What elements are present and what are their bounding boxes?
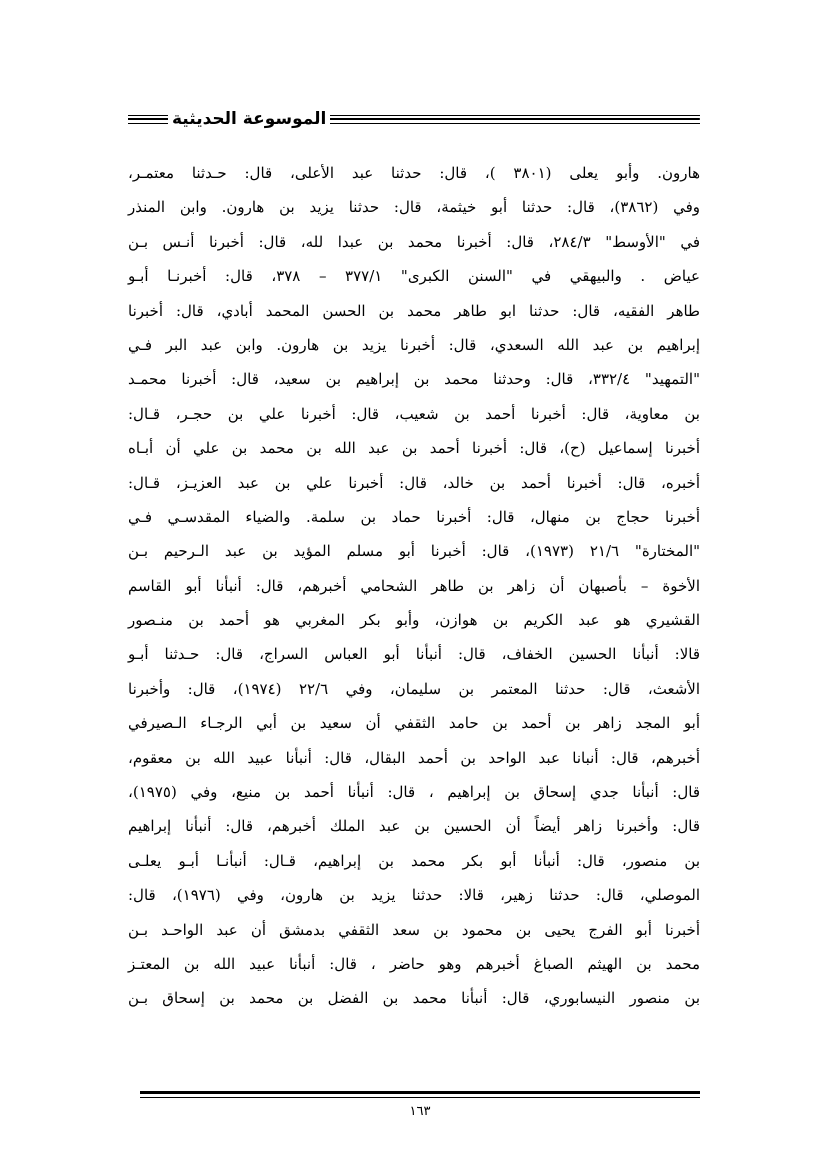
header-rule-right bbox=[330, 115, 700, 124]
text-line: قال: أنبأنا جدي إسحاق بن إبراهيم ، قال: أنبأنا أحمد بن منيع، وفي (١٩٧٥)، bbox=[128, 783, 700, 802]
text-line: أبو المجد زاهر بن أحمد بن حامد الثقفي أن سعيد بن أبي الرجـاء الـصيرفي bbox=[128, 714, 700, 733]
page-header bbox=[128, 104, 700, 134]
footer-rule-thin bbox=[140, 1097, 700, 1098]
text-line: أخبرنا حجاج بن منهال، قال: أخبرنا حماد بن سلمة. والضياء المقدسـي فـي bbox=[128, 507, 700, 526]
text-line: قال: وأخبرنا زاهر أيضاً أن الحسين بن عبد الملك أخبرهم، قال: أنبأنا إبراهيم bbox=[128, 817, 700, 836]
text-line: الأشعث، قال: حدثنا المعتمر بن سليمان، وفي ٢٢/٦ (١٩٧٤)، قال: وأخبرنا bbox=[128, 679, 701, 698]
text-line: الموصلي، قال: حدثنا زهير، قالا: حدثنا يزيد بن هارون، وفي (١٩٧٦)، قال: bbox=[128, 886, 701, 905]
body-text bbox=[128, 156, 700, 1016]
text-line: بن منصور، قال: أنبأنا أبو بكر محمد بن إبراهيم، قـال: أنبأنـا أبـو يعلـى bbox=[128, 851, 700, 870]
text-line: قالا: أنبأنا الحسين الخفاف، قال: أنبأنا أبو العباس السراج، قال: حـدثنا أبـو bbox=[128, 645, 700, 664]
text-line: في "الأوسط" ٢٨٤/٣، قال: أخبرنا محمد بن عبدا لله، قال: أخبرنا أنـس بـن bbox=[128, 232, 701, 251]
header-rule-left bbox=[128, 115, 168, 124]
text-line: القشيري هو عبد الكريم بن هوازن، وأبو بكر المغربي هو أحمد بن منـصور bbox=[128, 611, 700, 630]
text-line: أخبرهم، قال: أنبانا عبد الواحد بن أحمد البقال، قال: أنبأنا عبيد الله بن معقوم، bbox=[128, 748, 700, 767]
text-line: هارون. وأبو يعلى (٣٨٠١ )، قال: حدثنا عبد الأعلى، قال: حـدثنا معتمـر، bbox=[128, 164, 700, 182]
text-line: "التمهيد" ٣٣٢/٤، قال: وحدثنا محمد بن إبراهيم بن سعيد، قال: أخبرنا محمـد bbox=[128, 370, 700, 389]
page-header-title: الموسوعة الحديثية bbox=[172, 109, 327, 129]
text-line: "المختارة" ٢١/٦ (١٩٧٣)، قال: أخبرنا أبو مسلم المؤيد بن عبد الـرحيم بـن bbox=[128, 542, 701, 561]
text-line: أخبرنا أبو الفرج يحيى بن محمود بن سعد الثقفي بدمشق أن عبد الواحـد بـن bbox=[128, 920, 700, 939]
text-line: أخبره، قال: أخبرنا أحمد بن خالد، قال: أخبرنا علي بن عبد العزيـز، قـال: bbox=[128, 473, 700, 492]
text-line: وفي (٣٨٦٢)، قال: حدثنا أبو خيثمة، قال: حدثنا يزيد بن هارون. وابن المنذر bbox=[128, 198, 700, 217]
text-line: إبراهيم بن عبد الله السعدي، قال: أخبرنا يزيد بن هارون. وابن عبد البر فـي bbox=[128, 335, 700, 354]
text-line: بن منصور النيسابوري، قال: أنبأنا محمد بن الفضل بن محمد بن إسحاق بـن bbox=[128, 989, 700, 1008]
text-line: الأخوة – بأصبهان أن زاهر بن طاهر الشحامي أخبرهم، قال: أنبأنا أبو القاسم bbox=[128, 576, 700, 595]
text-line: أخبرنا إسماعيل (ح)، قال: أخبرنا أحمد بن عبد الله بن محمد بن علي أن أبـاه bbox=[128, 439, 700, 458]
text-line: طاهر الفقيه، قال: حدثنا ابو طاهر محمد بن الحسن المحمد أبادي، قال: أخبرنا bbox=[128, 301, 700, 320]
page-number: ١٦٣ bbox=[409, 1104, 431, 1119]
footer-rule-thick bbox=[140, 1091, 700, 1094]
text-line: بن معاوية، قال: أخبرنا أحمد بن شعيب، قال: أخبرنا علي بن حجـر، قـال: bbox=[128, 404, 700, 423]
text-line: عياض . والبيهقي في "السنن الكبرى" ٣٧٧/١ – ٣٧٨، قال: أخبرنـا أبـو bbox=[128, 267, 700, 286]
text-line: محمد بن الهيثم الصباغ أخبرهم وهو حاضر ، قال: أنبأنا عبيد الله بن المعتـز bbox=[128, 954, 700, 973]
